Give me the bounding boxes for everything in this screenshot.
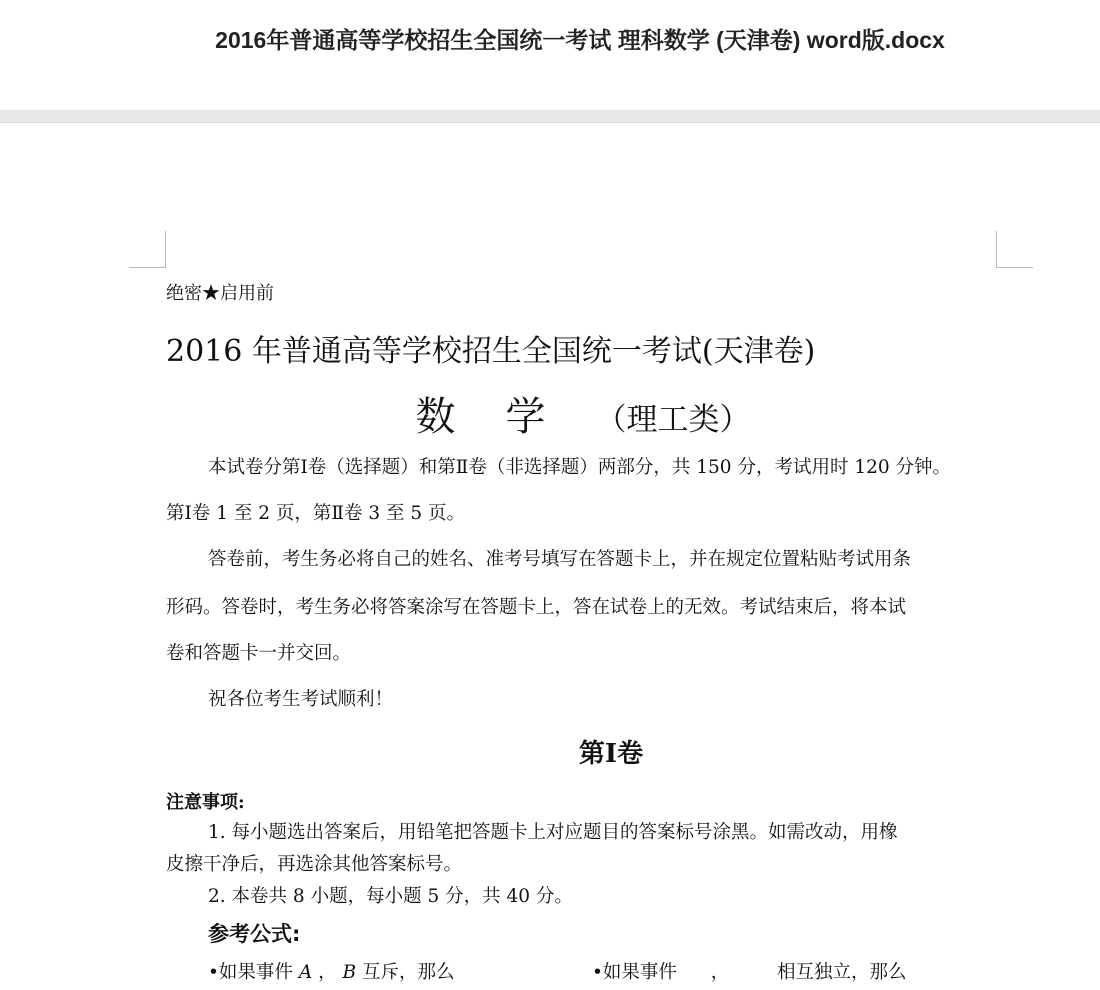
subject-name: 数学 <box>415 394 596 440</box>
event-a: A <box>298 962 313 983</box>
page-margin-corner-top-left <box>129 231 166 268</box>
subject-heading <box>166 385 1000 442</box>
notes-label: 注意事项: <box>166 792 245 813</box>
viewer-title-bar <box>0 0 1100 110</box>
page-margin-corner-top-right <box>996 231 1033 268</box>
formula-separator: ， <box>710 962 730 983</box>
paragraph-instructions-line1: 答卷前，考生务必将自己的姓名、准考号填写在答题卡上，并在规定位置粘贴考试用条 <box>208 549 912 570</box>
note-item: 皮擦干净后，再选涂其他答案标号。 <box>166 854 463 875</box>
exam-title: 2016 年普通高等学校招生全国统一考试(天津卷) <box>166 334 816 369</box>
event-b: B <box>342 962 357 983</box>
document-page[interactable] <box>0 123 1100 990</box>
formula-independent <box>592 958 907 984</box>
paragraph-intro-line2: 第Ⅰ卷 1 至 2 页，第Ⅱ卷 3 至 5 页。 <box>166 503 466 524</box>
viewer-divider <box>0 110 1100 123</box>
formula-prefix: •如果事件 <box>208 962 293 983</box>
paragraph-good-luck: 祝各位考生考试顺利！ <box>208 689 394 710</box>
paragraph-intro-line1: 本试卷分第Ⅰ卷（选择题）和第Ⅱ卷（非选择题）两部分，共 150 分，考试用时 120 分钟。 <box>208 457 952 478</box>
paragraph-instructions-line3: 卷和答题卡一并交回。 <box>166 643 352 664</box>
document-filename: 2016年普通高等学校招生全国统一考试 理科数学 (天津卷) word版.docx <box>215 27 945 53</box>
secrecy-mark: 绝密★启用前 <box>166 283 274 304</box>
note-item: 2. 本卷共 8 小题，每小题 5 分，共 40 分。 <box>208 886 573 907</box>
formula-suffix: 互斥，那么 <box>361 962 455 983</box>
formula-suffix: 相互独立，那么 <box>777 962 907 983</box>
formula-prefix: •如果事件 <box>592 962 677 983</box>
subject-category: （理工类） <box>595 402 751 438</box>
formula-mutually-exclusive <box>208 958 455 984</box>
section-heading: 第Ⅰ卷 <box>578 739 644 769</box>
note-item: 1. 每小题选出答案后，用铅笔把答题卡上对应题目的答案标号涂黑。如需改动，用橡 <box>208 822 898 843</box>
paragraph-instructions-line2: 形码。答卷时，考生务必将答案涂写在答题卡上，答在试卷上的无效。考试结束后，将本试 <box>166 597 907 618</box>
formula-label: 参考公式: <box>208 922 301 946</box>
formula-separator: ， <box>318 962 337 983</box>
